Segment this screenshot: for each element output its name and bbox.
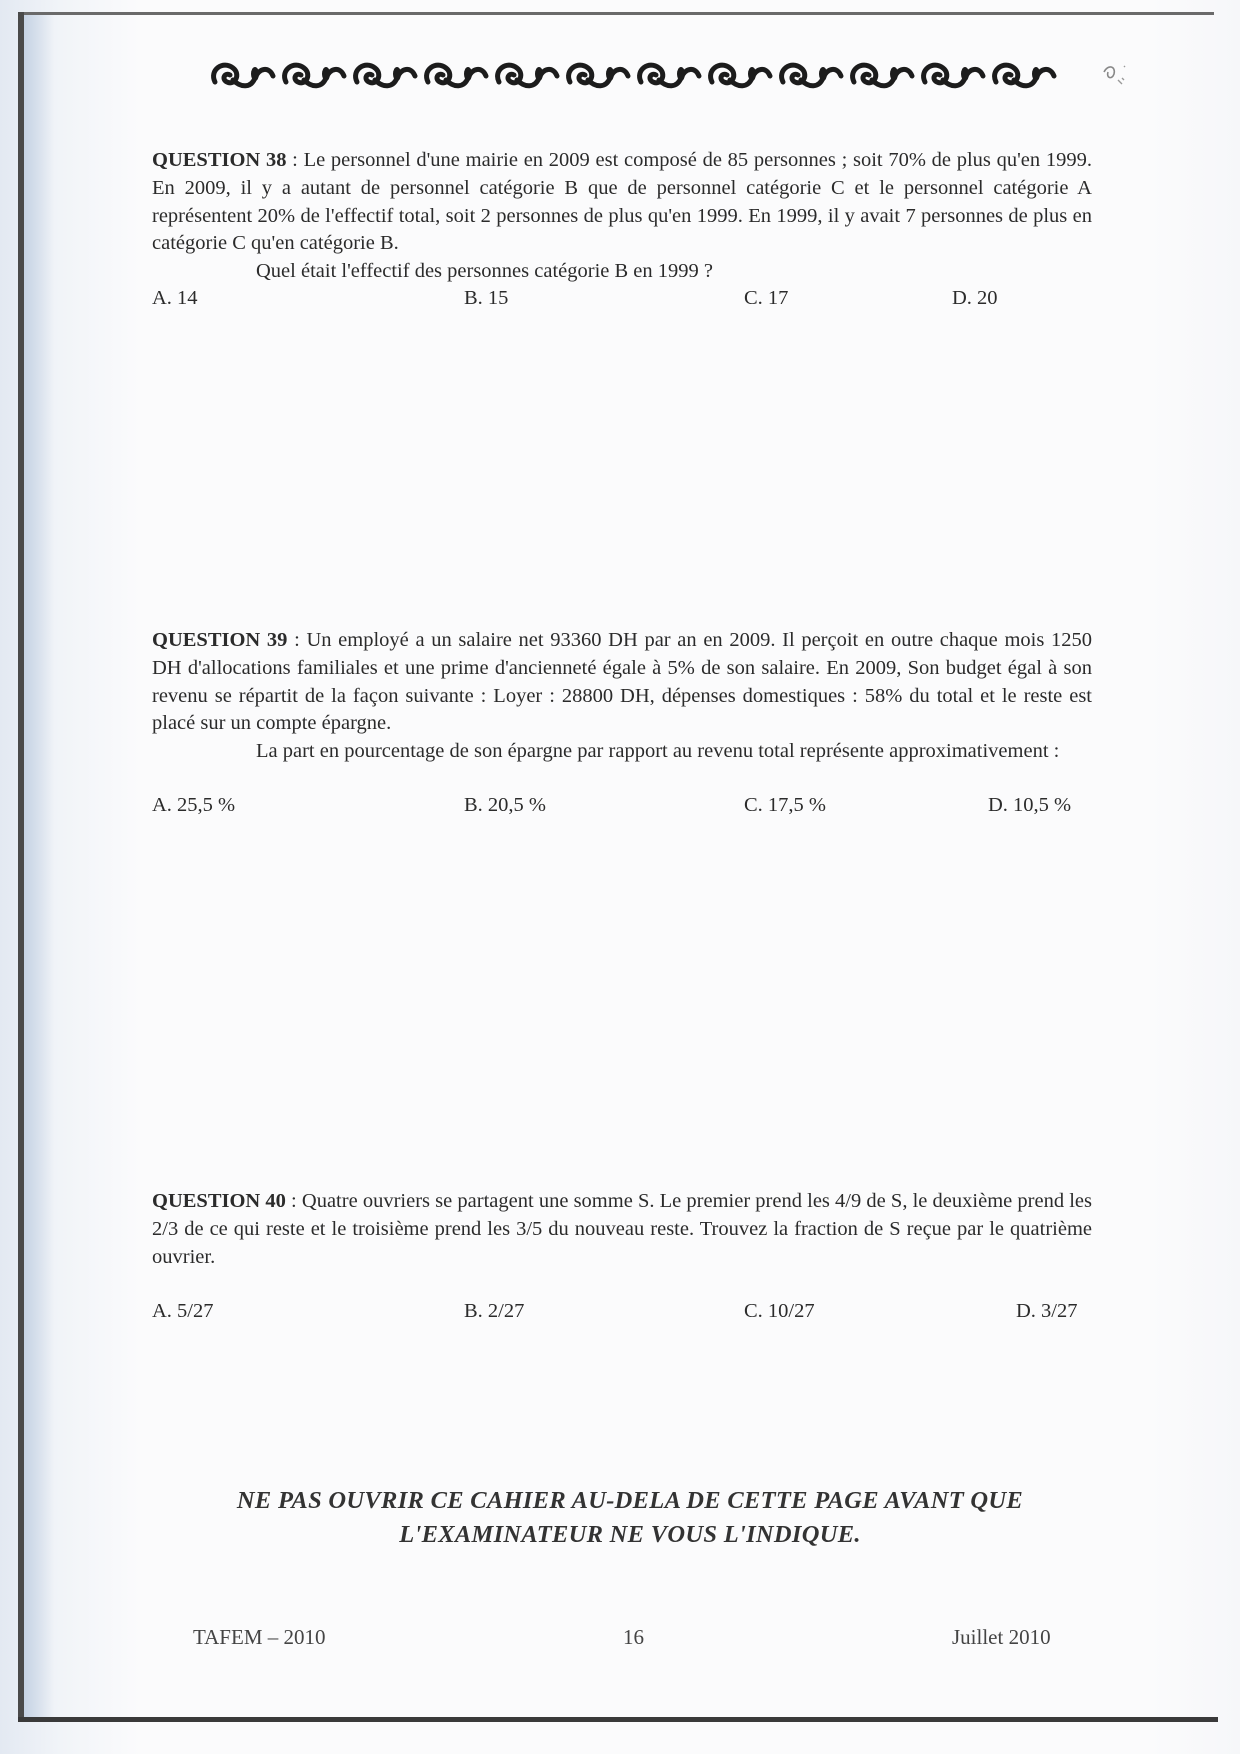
decorative-ornament-border <box>207 52 1067 102</box>
answer-option-c[interactable]: C. 10/27 <box>744 1300 815 1322</box>
question-39: QUESTION 39 : Un employé a un salaire net 93360 DH par an en 2009. Il perçoit en outre chaque mois 1250 DH d'allocations familiales et une prime d'ancienneté égale à 5% de son salaire. En 2009, Son budget égal à son revenu se répartit de la façon suivante : Loyer : 28800 DH, dépenses domestiques : 58% du total et le reste est placé sur un compte épargne. La part en pourcentage de son épargne par rapport au revenu total représente approximativement : <box>152 627 1092 766</box>
corner-scribble-mark <box>1100 58 1130 92</box>
question-body: Quatre ouvriers se partagent une somme S. Le premier prend les 4/9 de S, le deuxième prend les 2/3 de ce qui reste et le troisième prend les 3/5 du nouveau reste. Trouvez la fraction de S reçue par le quatrième ouvrier. <box>152 1190 1092 1268</box>
question-prompt: Quel était l'effectif des personnes catégorie B en 1999 ? <box>256 260 713 283</box>
answer-option-d[interactable]: D. 3/27 <box>1016 1300 1078 1322</box>
answer-option-b[interactable]: B. 20,5 % <box>464 794 546 816</box>
question-40: QUESTION 40 : Quatre ouvriers se partagent une somme S. Le premier prend les 4/9 de S, le deuxième prend les 2/3 de ce qui reste et le troisième prend les 3/5 du nouveau reste. Trouvez la fraction de S reçue par le quatrième ouvrier. <box>152 1190 1092 1268</box>
answer-option-c[interactable]: C. 17 <box>744 287 789 309</box>
question-body: Un employé a un salaire net 93360 DH par an en 2009. Il perçoit en outre chaque mois 1250 DH d'allocations familiales et une prime d'ancienneté égale à 5% de son salaire. En 2009, Son budget égal à son revenu se répartit de la façon suivante : Loyer : 28800 DH, dépenses domestiques : 58% du total et le reste est placé sur un compte épargne. <box>152 629 1092 735</box>
answer-option-a[interactable]: A. 25,5 % <box>152 794 236 816</box>
answer-option-d[interactable]: D. 20 <box>952 287 998 309</box>
footer-date: Juillet 2010 <box>952 1625 1051 1649</box>
footer-page-number: 16 <box>623 1625 644 1649</box>
answer-option-a[interactable]: A. 5/27 <box>152 1300 214 1322</box>
answer-options-39 <box>152 794 1092 822</box>
page-left-edge <box>18 12 24 1722</box>
answer-option-d[interactable]: D. 10,5 % <box>988 794 1072 816</box>
warning-line-2: L'EXAMINATEUR NE VOUS L'INDIQUE. <box>399 1521 861 1548</box>
question-body: Le personnel d'une mairie en 2009 est composé de 85 personnes ; soit 70% de plus qu'en 1999. En 2009, il y a autant de personnel catégorie B que de personnel catégorie C et le personnel catégorie A représentent 20% de l'effectif total, soit 2 personnes de plus qu'en 1999. En 1999, il y avait 7 personnes de plus en catégorie C qu'en catégorie B. <box>152 149 1092 255</box>
bottom-rule <box>18 1717 1218 1722</box>
question-label: QUESTION 38 <box>152 149 287 171</box>
question-38: QUESTION 38 : Le personnel d'une mairie en 2009 est composé de 85 personnes ; soit 70% de plus qu'en 1999. En 2009, il y a autant de personnel catégorie B que de personnel catégorie C et le personnel catégorie A représentent 20% de l'effectif total, soit 2 personnes de plus qu'en 1999. En 1999, il y avait 7 personnes de plus en catégorie C qu'en catégorie B. Quel était l'effectif des personnes catégorie B en 1999 ? <box>152 147 1092 286</box>
answer-option-c[interactable]: C. 17,5 % <box>744 794 826 816</box>
question-label: QUESTION 39 <box>152 629 288 651</box>
answer-options-40 <box>152 1300 1092 1328</box>
answer-options-38 <box>152 287 1092 315</box>
answer-option-b[interactable]: B. 2/27 <box>464 1300 525 1322</box>
binding-shadow <box>24 12 54 1722</box>
answer-option-a[interactable]: A. 14 <box>152 287 198 309</box>
question-label: QUESTION 40 <box>152 1190 286 1212</box>
warning-line-1: NE PAS OUVRIR CE CAHIER AU-DELA DE CETTE PAGE AVANT QUE <box>236 1487 1024 1514</box>
question-prompt: La part en pourcentage de son épargne par rapport au revenu total représente approximativement : <box>256 740 1060 763</box>
exam-warning <box>130 1484 1130 1552</box>
top-rule <box>24 12 1214 15</box>
answer-option-b[interactable]: B. 15 <box>464 287 509 309</box>
footer-exam-name: TAFEM – 2010 <box>193 1625 326 1649</box>
